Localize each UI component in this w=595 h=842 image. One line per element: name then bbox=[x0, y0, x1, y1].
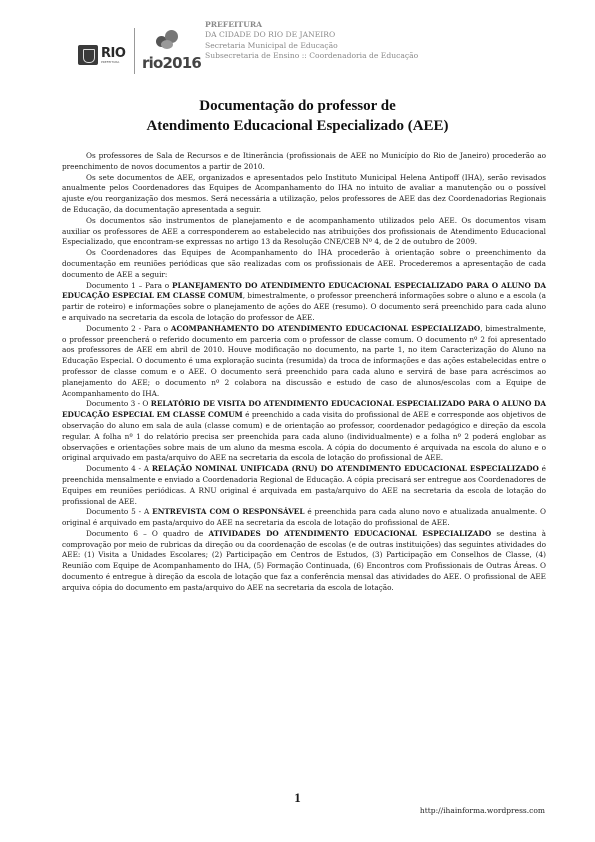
paragraph-document-2 bbox=[62, 324, 546, 400]
paragraph-document-5 bbox=[62, 507, 546, 529]
header-line: Secretaria Municipal de Educação bbox=[205, 40, 338, 50]
city-logo-subtext: PREFEITURA bbox=[101, 60, 120, 64]
document-name: RELAÇÃO NOMINAL UNIFICADA (RNU) DO ATENDIMENTO EDUCACIONAL ESPECIALIZADO bbox=[151, 464, 539, 474]
sugarloaf-icon bbox=[154, 26, 180, 52]
header-line: PREFEITURA bbox=[205, 20, 263, 29]
document-title bbox=[40, 96, 555, 136]
header-text bbox=[205, 20, 418, 62]
paragraph-text: se destina à comprovação por meio de rubricas da direção ou da coordenação de escolas (e de outras instituições) das seguintes atividades do AEE: (1) Visita a Unidades Escolares; (2) Participação em Centros de Estudos, (3) Participação em Conselhos de Classe, (4) Reunião com Equipe de Acompanhamento do IHA, (5) Formação Continuada, (6) Encontros com Profissionais de Outras Áreas. O documento é entregue à direção da escola de lotação que faz a conferência mensal das atividades do AEE. O profissional de AEE arquiva cópia do documento em pasta/arquivo do AEE na secretaria da escola de lotação. bbox=[62, 528, 546, 592]
city-logo bbox=[78, 45, 126, 65]
paragraph-text: Os documentos são instrumentos de planejamento e de acompanhamento utilizados pelo AEE. Os documentos visam auxiliar os professores de AEE a corresponderem ao estabelecido nas atribuições dos profissionais de Atendimento Educacional Especializado, que encontram-se expressas no artigo 13 da Resolução CNE/CEB Nº 4, de 2 de outubro de 2009. bbox=[62, 215, 546, 247]
paragraph-document-1 bbox=[62, 281, 546, 324]
paragraph-text: é preenchida para cada aluno novo e atualizada anualmente. O original é arquivado em pasta/arquivo do AEE na secretaria da escola de lotação do profissional de AEE. bbox=[62, 507, 546, 528]
page-header bbox=[78, 20, 538, 78]
paragraph-text: Documento 4 - A bbox=[86, 464, 152, 474]
document-name: ACOMPANHAMENTO DO ATENDIMENTO EDUCACIONAL ESPECIALIZADO bbox=[170, 323, 481, 333]
document-name: RELATÓRIO DE VISITA DO ATENDIMENTO EDUCACIONAL ESPECIALIZADO PARA O ALUNO DA EDUCAÇÃO ESPECIAL EM CLASSE COMUM bbox=[62, 399, 546, 420]
title-line-1: Documentação do professor de bbox=[199, 98, 396, 114]
paragraph bbox=[62, 173, 546, 216]
document-body bbox=[62, 151, 546, 594]
header-line: DA CIDADE DO RIO DE JANEIRO bbox=[205, 30, 336, 40]
paragraph bbox=[62, 216, 546, 248]
paragraph-text: Os professores de Sala de Recursos e de Itinerância (profissionais de AEE no Município do Rio de Janeiro) procederão ao preenchimento de novos documentos a partir de 2010. bbox=[62, 151, 546, 171]
paragraph bbox=[62, 151, 546, 173]
paragraph-text: Documento 3 - O bbox=[86, 399, 151, 409]
paragraph-text: Os Coordenadores das Equipes de Acompanhamento do IHA procederão à orientação sobre o preenchimento da documentação em reuniões periódicas que são realizadas com os profissionais de AEE. Procederemos a apresentação de cada documento de AEE a seguir: bbox=[62, 248, 546, 279]
header-divider bbox=[134, 28, 135, 74]
paragraph-document-6 bbox=[62, 529, 546, 594]
rio2016-logo-text: rio2016 bbox=[142, 54, 201, 72]
footer-url: http://ihainforma.wordpress.com bbox=[419, 806, 545, 815]
paragraph-text: Documento 1 – Para o bbox=[86, 280, 173, 290]
title-line-2: Atendimento Educacional Especializado (AEE) bbox=[146, 118, 449, 134]
paragraph-document-3 bbox=[62, 399, 546, 464]
paragraph-text: , bimestralmente, o professor preencherá o referido documento em parceria com o professor de classe comum. O documento nº 2 foi apresentado aos professores de AEE em abril de 2010. Houve modificação no documento, na parte 1, no item Caracterização do Aluno na Educação Especial. O documento é uma exploração sucinta (resumida) da troca de informações e das ações estabelecidas entre o professor de classe comum e o AEE. O documento será preenchido para cada aluno e servirá de base para acréscimos ao planejamento do AEE; o documento nº 2 colabora na discussão e estudo de caso de alunos/escolas com a Equipe de Acompanhamento do IHA. bbox=[62, 323, 546, 398]
paragraph-text: Documento 5 - A bbox=[86, 507, 153, 517]
page-number: 1 bbox=[294, 790, 301, 805]
paragraph-text: Documento 2 - Para o bbox=[86, 323, 171, 333]
document-name: PLANEJAMENTO DO ATENDIMENTO EDUCACIONAL ESPECIALIZADO PARA O ALUNO DA EDUCAÇÃO ESPECIAL EM CLASSE COMUM bbox=[62, 280, 546, 301]
paragraph-text: é preenchido a cada visita do profissional de AEE e corresponde aos objetivos de observação do aluno em sala de aula (classe comum) e de orientação ao professor, coordenador pedagógico e direção da escola regular. A folha nº 1 do relatório precisa ser preenchida para cada aluno (individualmente) e a folha nº 2 poderá englobar as observações e orientações sobre mais de um aluno da mesma escola. A cópia do documento é arquivada na escola do aluno e o original arquivado em pasta/arquivo do AEE na secretaria da escola de lotação do profissional de AEE. bbox=[62, 410, 546, 463]
crest-icon bbox=[78, 45, 98, 65]
document-name: ENTREVISTA COM O RESPONSÁVEL bbox=[152, 507, 305, 517]
paragraph bbox=[62, 248, 546, 280]
paragraph-document-4 bbox=[62, 464, 546, 507]
paragraph-text: Os sete documentos de AEE, organizados e apresentados pelo Instituto Municipal Helena Antipoff (IHA), serão revisados anualmente pelos Coordenadores das Equipes de Acompanhamento do IHA no intuito de avaliar a manutenção ou o possível ajuste e/ou reorganização dos mesmos. Será necessária a utilização, pelos professores de AEE das dez Coordenadorias Regionais de Educação, da documentação apresentada a seguir. bbox=[62, 172, 546, 214]
rio2016-logo bbox=[140, 26, 201, 76]
document-name: ATIVIDADES DO ATENDIMENTO EDUCACIONAL ESPECIALIZADO bbox=[208, 528, 492, 538]
city-logo-text: RIO bbox=[101, 46, 126, 61]
paragraph-text: , bimestralmente, o professor preencherá informações sobre o aluno e a escola (a partir de roteiro) e informações sobre o planejamento de ações do AEE (resumo). O documento será preenchido para cada aluno e arquivado na secretaria da escola de lotação do professor de AEE. bbox=[62, 291, 546, 322]
paragraph-text: é preenchida mensalmente e enviado a Coordenadoria Regional de Educação. A cópia precisará ser entregue aos Coordenadores de Equipes em reuniões periódicas. A RNU original é arquivada em pasta/arquivo do AEE na secretaria da escola de lotação do profissional de AEE. bbox=[62, 464, 546, 506]
header-line: Subsecretaria de Ensino :: Coordenadoria de Educação bbox=[205, 51, 419, 61]
paragraph-text: Documento 6 – O quadro de bbox=[86, 528, 209, 538]
